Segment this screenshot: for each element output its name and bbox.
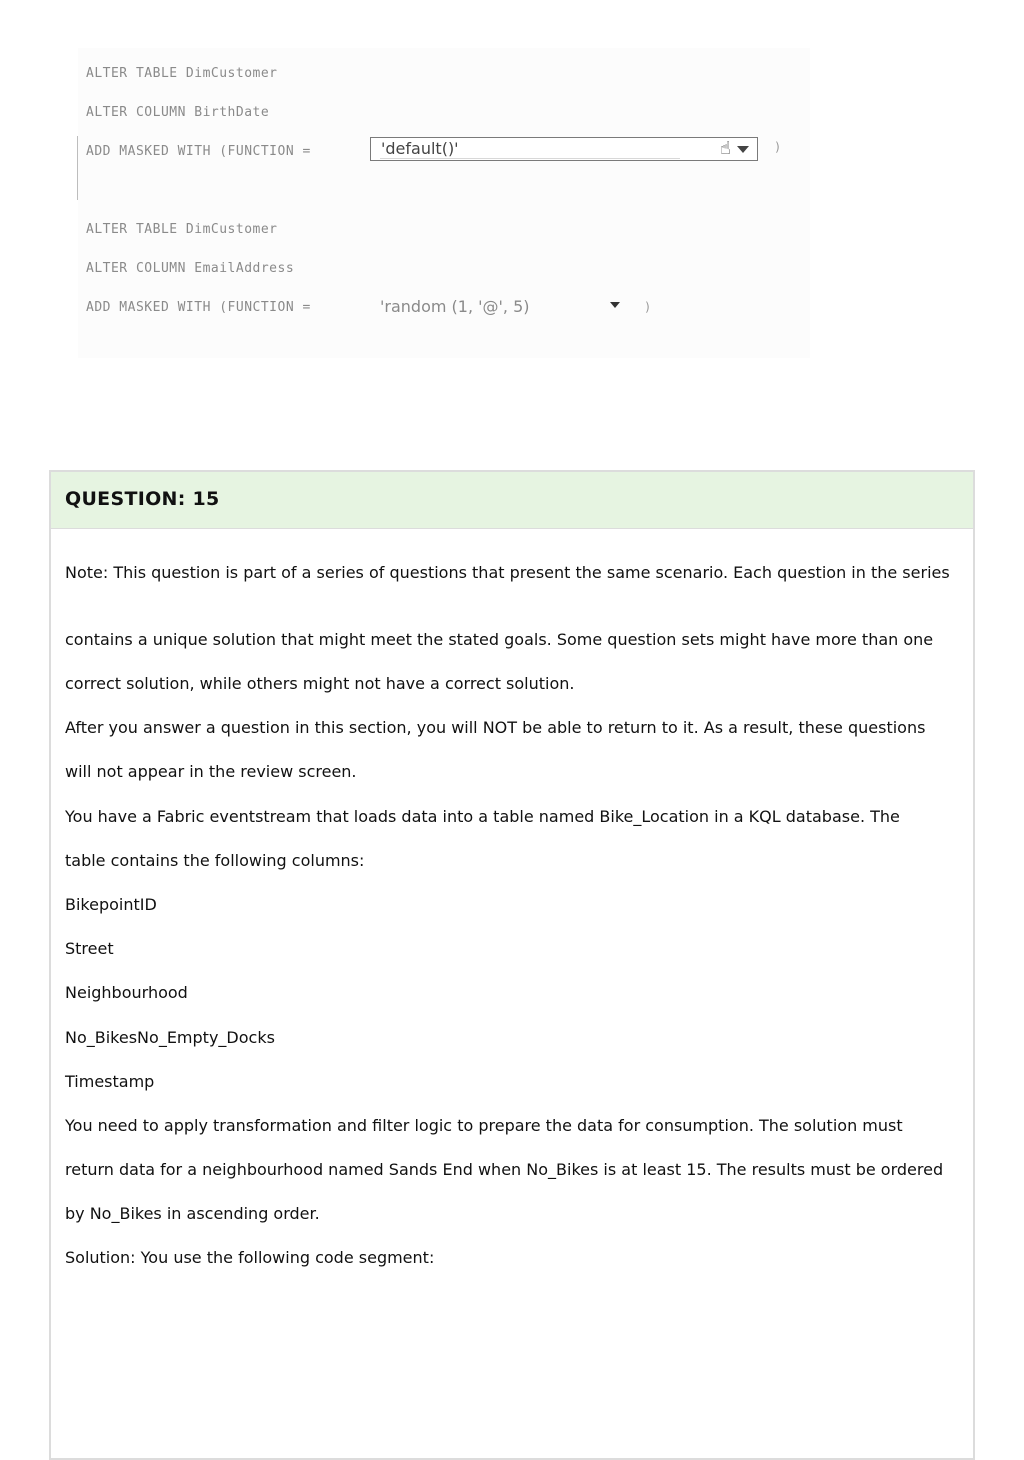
paragraph: You need to apply transformation and filter logic to prepare the data for consumption. The solution must: [65, 1116, 903, 1135]
sql-line-1: ALTER TABLE DimCustomer: [86, 66, 278, 81]
sql-snippet-image: [78, 48, 810, 358]
sql-line-4: ALTER TABLE DimCustomer: [86, 222, 278, 237]
paragraph: After you answer a question in this section, you will NOT be able to return to it. As a result, these questions: [65, 718, 926, 737]
sql-line-5: ALTER COLUMN EmailAddress: [86, 261, 295, 276]
question-panel: [49, 470, 975, 1460]
paragraph: table contains the following columns:: [65, 851, 365, 870]
paragraph: return data for a neighbourhood named Sands End when No_Bikes is at least 15. The results must be ordered: [65, 1160, 944, 1179]
column-name: BikepointID: [65, 895, 157, 914]
close-paren-2: ): [644, 300, 652, 314]
chevron-down-icon: [737, 146, 749, 153]
column-name: Street: [65, 939, 114, 958]
chevron-down-icon: [610, 302, 620, 308]
paragraph: You have a Fabric eventstream that loads data into a table named Bike_Location in a KQL database. The: [65, 807, 900, 826]
column-name: Timestamp: [65, 1072, 155, 1091]
sql-line-3: ADD MASKED WITH (FUNCTION =: [86, 144, 311, 159]
mask-function-dropdown-2-value: 'random (1, '@', 5): [380, 297, 530, 316]
hand-cursor-icon: ☝: [720, 138, 731, 159]
divider: [380, 158, 680, 159]
close-paren-1: ): [774, 140, 782, 154]
paragraph: will not appear in the review screen.: [65, 762, 357, 781]
column-name: Neighbourhood: [65, 983, 188, 1002]
column-name: No_BikesNo_Empty_Docks: [65, 1028, 275, 1047]
mask-function-dropdown-1-value: 'default()': [381, 139, 459, 158]
paragraph: correct solution, while others might not have a correct solution.: [65, 674, 575, 693]
paragraph: Solution: You use the following code segment:: [65, 1248, 435, 1267]
question-title: QUESTION: 15: [65, 488, 220, 510]
sql-line-2: ALTER COLUMN BirthDate: [86, 105, 270, 120]
question-header: [51, 472, 973, 529]
sql-margin-bar: [77, 136, 78, 200]
paragraph: contains a unique solution that might meet the stated goals. Some question sets might have more than one: [65, 630, 934, 649]
paragraph: Note: This question is part of a series of questions that present the same scenario. Each question in the series: [65, 563, 950, 582]
sql-line-6: ADD MASKED WITH (FUNCTION =: [86, 300, 311, 315]
paragraph: by No_Bikes in ascending order.: [65, 1204, 320, 1223]
